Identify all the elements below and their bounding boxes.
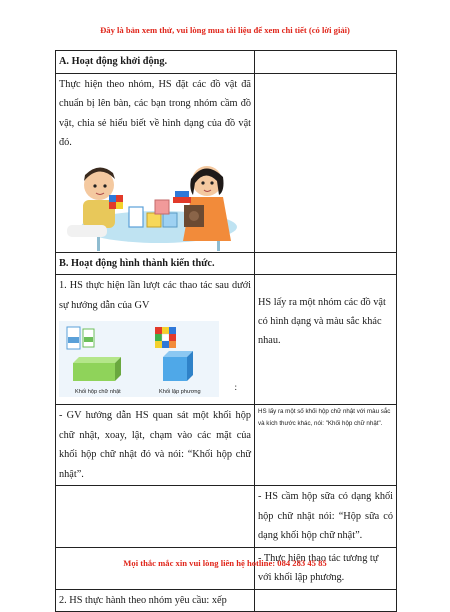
blue-cube-icon	[163, 351, 193, 381]
section-b-row1-text: 1. HS thực hiện lần lượt các thao tác sau dưới sự hướng dẫn của GV	[59, 280, 251, 311]
section-b-row-4	[56, 547, 397, 589]
rubik-cube-icon	[155, 327, 176, 348]
cube-label: Khối lập phương	[159, 389, 201, 395]
section-a-header-row	[56, 51, 397, 74]
shapes-illustration	[59, 321, 237, 397]
section-b-row-1	[56, 275, 397, 405]
section-a-text: Thực hiện theo nhóm, HS đặt các đồ vật đã chuẩn bị lên bàn, các bạn trong nhóm cầm đồ vật, chia sẻ hiểu biết về hình dạng của đồ vật đó.	[59, 78, 251, 148]
section-b-title: B. Hoạt động hình thành kiến thức.	[56, 252, 255, 275]
preview-banner: Đây là bản xem thử, vui lòng mua tài liệu để xem chi tiết (có lời giải)	[100, 25, 350, 35]
section-b-row4-right: - Thực hiện thao tác tương tự với khối lập phương.	[258, 552, 379, 583]
section-b-header-row	[56, 252, 397, 275]
cuboid-label: Khối hộp chữ nhật	[75, 389, 121, 395]
section-b-row2-text: - GV hướng dẫn HS quan sát một khối hộp chữ nhật, xoay, lật, chạm vào các mặt của khối hộp chữ nhật đó và nói: “Khối hộp chữ nhật”.	[59, 410, 251, 480]
green-cuboid-icon	[73, 357, 121, 381]
milk-box-icon	[67, 327, 94, 349]
lesson-table	[55, 50, 397, 612]
hotline-banner: Mọi thắc mắc xin vui lòng liên hệ hotline: 084 283 45 85	[123, 558, 327, 568]
section-b-row3-right: - HS cầm hộp sữa có dạng khối hộp chữ nhật nói: “Hộp sữa có dạng khối hộp chữ nhật”.	[258, 491, 393, 541]
section-b-row-5	[56, 589, 397, 612]
section-a-content-row	[56, 73, 397, 252]
section-b-row-2	[56, 405, 397, 486]
colon-mark: :	[234, 381, 237, 392]
children-with-blocks-illustration	[59, 155, 251, 251]
section-b-row1-right: HS lấy ra một nhóm các đồ vật có hình dạng và màu sắc khác nhau.	[258, 297, 386, 346]
section-a-title: A. Hoạt động khởi động.	[56, 51, 255, 74]
section-b-row5-text: 2. HS thực hành theo nhóm yêu cầu: xếp	[59, 594, 227, 606]
section-b-row2-right: HS lấy ra một số khối hộp chữ nhật với màu sắc và kích thước khác, nói: "Khối hộp chữ nhật".	[258, 408, 391, 427]
section-b-row-3	[56, 486, 397, 548]
